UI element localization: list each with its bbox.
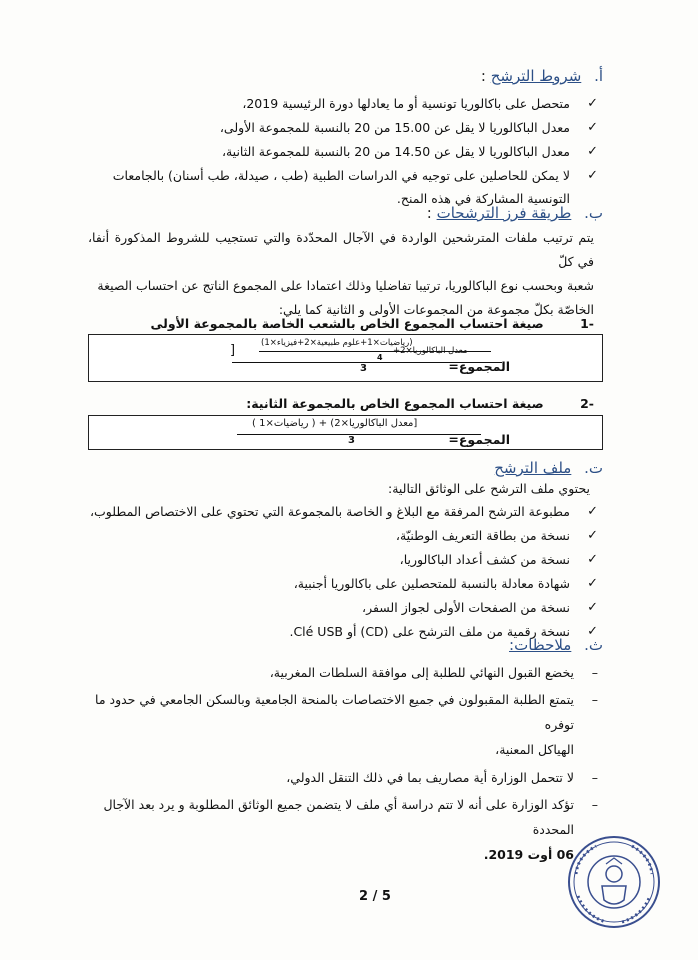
formula-1-bac-term: معدل الباكالوريا×2+	[393, 346, 468, 356]
formula-1-number: -1	[580, 316, 594, 331]
formula-2-heading	[246, 396, 594, 411]
check-icon: ✓	[587, 576, 598, 591]
dash-icon: –	[591, 692, 598, 707]
formula-1-heading	[151, 316, 594, 331]
formula-1-inner-fraction-bar	[259, 351, 491, 352]
formula-1-inner-numerator: (رياضيات×1+علوم طبيعية×2+فيزياء×1)	[261, 338, 413, 348]
paragraph-line: يتم ترتيب ملفات المترشحين الواردة في الآجال المحدّدة والتي تستجيب للشروط المذكورة أنفا، في كلّ	[88, 230, 594, 269]
section-a-letter: أ.	[594, 67, 603, 85]
check-icon: ✓	[587, 552, 598, 567]
check-icon: ✓	[587, 168, 598, 183]
file-intro: يحتوي ملف الترشح على الوثائق التالية:	[388, 481, 590, 496]
documents-list	[70, 500, 598, 644]
formula-1-outer-fraction-bar	[232, 362, 502, 363]
section-b-title: طريقة فرز الترشحات	[436, 204, 572, 222]
paragraph-line: شعبة وبحسب نوع الباكالوريا، ترتيبا تفاضليا وذلك اعتمادا على المجموع الناتج عن احتساب الصيغة	[97, 278, 594, 293]
formula-2-number: -2	[580, 396, 594, 411]
section-d-title: ملاحظات:	[509, 636, 572, 654]
list-item: ✓ نسخة من الصفحات الأولى لجواز السفر،	[70, 596, 598, 620]
formula-2-title: صيغة احتساب المجموع الخاص بالمجموعة الثانية:	[246, 396, 544, 411]
list-item: ✓ نسخة من كشف أعداد الباكالوريا،	[70, 548, 598, 572]
formula-1-title: صيغة احتساب المجموع الخاص بالشعب الخاصة بالمجموعة الأولى	[150, 316, 544, 331]
list-item: ✓ شهادة معادلة بالنسبة للمتحصلين على باكالوريا أجنبية،	[70, 572, 598, 596]
formula-2-numerator: [معدل الباكالوريا×2) + ( رياضيات×1 )	[252, 418, 418, 429]
list-item: ✓ نسخة من بطاقة التعريف الوطنيّة،	[70, 524, 598, 548]
check-icon: ✓	[587, 120, 598, 135]
section-c-letter: ت.	[584, 459, 603, 477]
section-b-heading	[427, 204, 603, 222]
eligibility-list	[70, 92, 598, 211]
list-item: ✓ مطبوعة الترشح المرفقة مع البلاغ و الخاصة بالمجموعة التي تحتوي على الاختصاص المطلوب،	[70, 500, 598, 524]
official-seal-icon	[566, 834, 662, 930]
formula-1-bracket: [	[230, 343, 236, 358]
formula-1-box	[88, 334, 603, 382]
section-d-heading	[509, 636, 603, 654]
section-b-letter: ب.	[584, 204, 603, 222]
page-number: 2 / 5	[359, 889, 391, 904]
list-item-continuation: التونسية المشاركة في هذه المنح.	[396, 191, 570, 206]
list-item: ✓ معدل الباكالوريا لا يقل عن 15.00 من 20 بالنسبة للمجموعة الأولى،	[70, 116, 598, 139]
paragraph-line: الخاصّة بكلّ مجموعة من المجموعات الأولى و الثانية كما يلي:	[278, 302, 594, 317]
list-item: ✓ نسخة رقمية من ملف الترشح على (CD) أو Clé USB.	[70, 620, 598, 644]
section-b-colon: :	[426, 204, 432, 222]
formula-1-inner-denominator: 4	[377, 353, 383, 362]
note-item: – يتمتع الطلبة المقبولون في جميع الاختصاصات بالمنحة الجامعية وبالسكن الجامعي في حدود ما توفره	[76, 687, 600, 737]
formula-1-label: المجموع=	[448, 359, 510, 374]
list-item: ✓ معدل الباكالوريا لا يقل عن 14.50 من 20 بالنسبة للمجموعة الثانية،	[70, 140, 598, 163]
check-icon: ✓	[587, 528, 598, 543]
formula-2-label: المجموع=	[448, 432, 510, 447]
formula-1-outer-denominator: 3	[360, 363, 367, 374]
check-icon: ✓	[587, 600, 598, 615]
notes-list	[76, 660, 600, 867]
formula-2-box	[88, 415, 603, 450]
section-c-heading	[494, 459, 603, 477]
list-item: ✓ متحصل على باكالوريا تونسية أو ما يعادلها دورة الرئيسية 2019،	[70, 92, 598, 115]
section-c-title: ملف الترشح	[494, 459, 572, 477]
note-item-continuation: 06 أوت 2019.	[483, 847, 574, 862]
note-item: – يخضع القبول النهائي للطلبة إلى موافقة السلطات المغربية،	[76, 660, 600, 685]
dash-icon: –	[591, 797, 598, 812]
section-a-colon: :	[480, 67, 486, 85]
sorting-paragraph	[88, 226, 594, 322]
formula-2-fraction-bar	[237, 434, 481, 435]
note-item-continuation: الهياكل المعنية،	[495, 742, 574, 757]
dash-icon: –	[591, 665, 598, 680]
section-a-heading	[481, 67, 603, 85]
note-item: – لا تتحمل الوزارة أية مصاريف بما في ذلك التنقل الدولي،	[76, 765, 600, 790]
section-a-title: شروط الترشح	[490, 67, 582, 85]
check-icon: ✓	[587, 504, 598, 519]
section-d-letter: ث.	[584, 636, 603, 654]
check-icon: ✓	[587, 624, 598, 639]
check-icon: ✓	[587, 96, 598, 111]
list-item: ✓ لا يمكن للحاصلين على توجيه في الدراسات الطبية (طب ، صيدلة، طب أسنان) بالجامعات	[70, 164, 598, 187]
formula-2-denominator: 3	[348, 435, 355, 446]
note-item: – تؤكد الوزارة على أنه لا تتم دراسة أي ملف لا يتضمن جميع الوثائق المطلوبة و يرد بعد الآجال المحددة	[76, 792, 600, 842]
dash-icon: –	[591, 770, 598, 785]
check-icon: ✓	[587, 144, 598, 159]
